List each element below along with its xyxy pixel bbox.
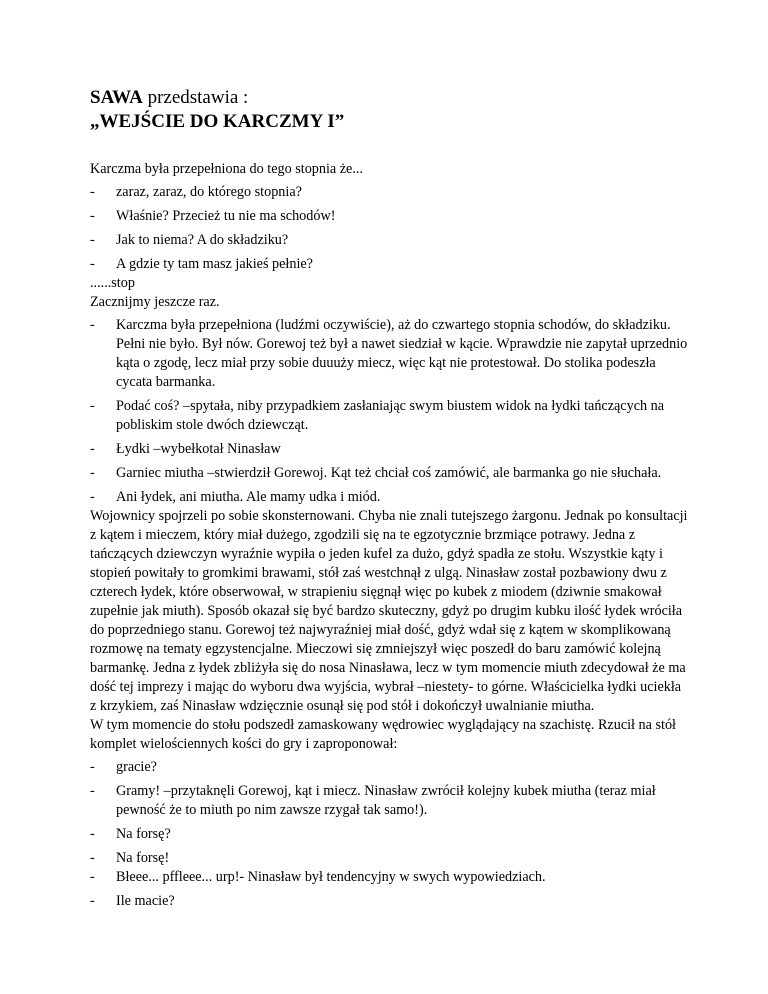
dialogue-line (90, 316, 690, 392)
dash-marker: - (90, 398, 95, 414)
dialogue-line (90, 849, 690, 868)
dash-marker: - (90, 317, 95, 333)
dash-marker: - (90, 893, 95, 909)
dialogue-line (90, 758, 690, 777)
dialogue-line (90, 782, 690, 820)
dialogue-text: Właśnie? Przecież tu nie ma schodów! (116, 208, 336, 224)
document-header (90, 86, 690, 110)
dialogue-text: Łydki –wybełkotał Ninasław (116, 441, 281, 457)
dialogue-text: Podać coś? –spytała, niby przypadkiem zasłaniając swym biustem widok na łydki tańczących na pobliskim stole dwóch dziewcząt. (116, 398, 665, 433)
dialogue-line (90, 397, 690, 435)
dialogue-line (90, 868, 690, 887)
dialogue-line (90, 464, 690, 483)
dialogue-text: zaraz, zaraz, do którego stopnia? (116, 184, 302, 200)
dialogue-line (90, 255, 690, 274)
brand-name: SAWA (90, 87, 143, 108)
dialogue-line (90, 183, 690, 202)
dialogue-text: Ile macie? (116, 893, 175, 909)
dash-marker: - (90, 465, 95, 481)
dialogue-line (90, 488, 690, 507)
paragraph: W tym momencie do stołu podszedł zamaskowany wędrowiec wyglądający na szachistę. Rzucił na stół komplet wielościennych kości do gry i zaproponował: (90, 717, 676, 752)
paragraph: Zacznijmy jeszcze raz. (90, 294, 220, 310)
header-subtitle: przedstawia : (142, 87, 249, 108)
dialogue-text: A gdzie ty tam masz jakieś pełnie? (116, 256, 313, 272)
dash-marker: - (90, 783, 95, 799)
dialogue-text: Jak to niema? A do składziku? (116, 232, 289, 248)
dialogue-line (90, 207, 690, 226)
dialogue-text: Ani łydek, ani miutha. Ale mamy udka i miód. (116, 489, 381, 505)
paragraph: ......stop (90, 275, 135, 291)
dash-marker: - (90, 850, 95, 866)
dialogue-text: Na forsę! (116, 850, 170, 866)
dash-marker: - (90, 759, 95, 775)
document-page (90, 86, 690, 911)
dialogue-text: Błeee... pffleee... urp!- Ninasław był tendencyjny w swych wypowiedziach. (116, 869, 546, 885)
dialogue-line (90, 440, 690, 459)
dialogue-line (90, 825, 690, 844)
dash-marker: - (90, 256, 95, 272)
dialogue-text: Gramy! –przytaknęli Gorewoj, kąt i miecz. Ninasław zwrócił kolejny kubek miutha (teraz miał pewność że to miuth po nim zawsze rzygał tak samo!). (116, 783, 656, 818)
dialogue-line (90, 231, 690, 250)
dash-marker: - (90, 441, 95, 457)
dash-marker: - (90, 208, 95, 224)
paragraph: Wojownicy spojrzeli po sobie skonsternowani. Chyba nie znali tutejszego żargonu. Jednak po konsultacji z kątem i mieczem, który miał dużego, zgodzili się na te egzotycznie brzmiące potrawy. Jedna z tańczących dziewczyn wyraźnie wypiła o jeden kufel za dużo, gdyż spadła ze stołu. Wszystkie kąty i stopień powitały to gromkimi brawami, stół zaś westchnął z ulgą. Ninasław został pozbawiony dwu z czterech łydek, które obserwował, w strapieniu sięgnął więc po kubek z miodem (dziwnie smakował zupełnie jak miuth). Sposób okazał się być bardzo skuteczny, gdyż po drugim kubku ilość łydek wróciła do poprzedniego stanu. Gorewoj też najwyraźniej miał dość, gdyż wdał się z kątem w skomplikowaną rozmowę na tematy egzystencjalne. Mieczowi się zmniejszył więc poszedł do baru zamówić kolejną barmankę. Jedna z łydek zbliżyła się do nosa Ninasława, lecz w tym momencie miuth zdecydował że ma dość tej imprezy i mając do wyboru dwa wyjścia, wybrał –niestety- to górne. Właścicielka łydki uciekła z krzykiem, zaś Ninasław wdzięcznie osunął się pod stół i dokończył uwalnianie miutha. (90, 508, 688, 714)
dash-marker: - (90, 489, 95, 505)
dash-marker: - (90, 232, 95, 248)
paragraph: Karczma była przepełniona do tego stopnia że... (90, 161, 363, 177)
document-title: „WEJŚCIE DO KARCZMY I” (90, 111, 345, 132)
dash-marker: - (90, 826, 95, 842)
dash-marker: - (90, 869, 95, 885)
dash-marker: - (90, 184, 95, 200)
dialogue-text: gracie? (116, 759, 157, 775)
dialogue-text: Karczma była przepełniona (ludźmi oczywiście), aż do czwartego stopnia schodów, do składziku. Pełni nie było. Był nów. Gorewoj też był a nawet siedział w kącie. Wprawdzie nie zapytał uprzednio kąta o zgodę, lecz miał przy sobie duuuży miecz, więc kąt nie protestował. Do stolika podeszła cycata barmanka. (116, 317, 688, 390)
dialogue-line (90, 892, 690, 911)
dialogue-text: Na forsę? (116, 826, 171, 842)
dialogue-text: Garniec miutha –stwierdził Gorewoj. Kąt też chciał coś zamówić, ale barmanka go nie słuchała. (116, 465, 662, 481)
